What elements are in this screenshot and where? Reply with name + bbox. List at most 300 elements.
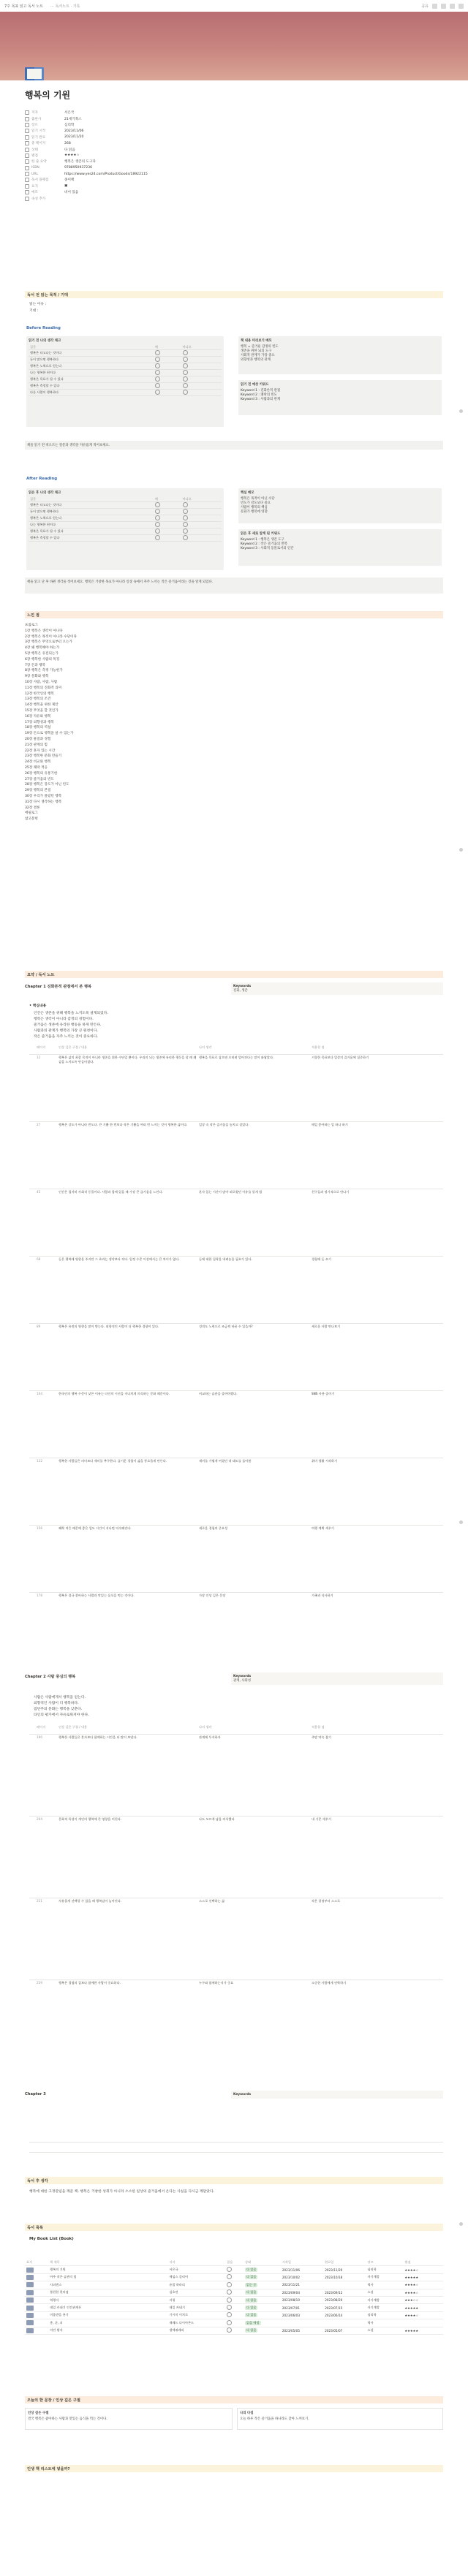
section-quotes: 오늘의 한 문장 / 인상 깊은 구절 <box>25 2396 443 2403</box>
book-title[interactable]: 어린 왕자 <box>50 2328 63 2333</box>
toc-item[interactable]: 10장 사람, 사람, 사람 <box>25 680 58 684</box>
header-cell: 나의 생각 <box>199 1725 212 1729</box>
apply-text[interactable]: 친구들과 정기적으로 만나기 <box>312 1190 350 1194</box>
chapter-point[interactable]: 타인의 평가에서 자유로워져야 한다. <box>34 1713 89 1717</box>
checkbox-icon[interactable] <box>183 529 188 534</box>
toc-item[interactable]: 24장 비교와 행복 <box>25 760 51 765</box>
memo-line[interactable]: 행복은 목적이 아닌 수단 <box>241 497 275 501</box>
yes-cell[interactable] <box>154 357 181 363</box>
yes-cell[interactable] <box>154 350 181 357</box>
chapter-point[interactable]: 즐거움은 생존에 유리한 행동을 하게 만든다. <box>34 1023 102 1027</box>
no-cell[interactable] <box>181 370 222 376</box>
yes-cell[interactable] <box>154 502 181 509</box>
toc-item[interactable]: 30장 우리가 몰랐던 행복 <box>25 794 62 798</box>
book-title[interactable]: 총, 균, 쇠 <box>50 2320 63 2325</box>
checkbox-icon[interactable] <box>155 376 160 382</box>
book-cover-icon[interactable] <box>26 2306 34 2311</box>
status-badge: 다 읽음 <box>246 2306 257 2310</box>
toc-item[interactable]: 8장 행복은 측정 가능한가 <box>25 669 63 673</box>
status-cell <box>244 2290 281 2295</box>
toc-item[interactable]: 3장 행복은 무엇으로부터 오는가 <box>25 640 72 645</box>
property-row[interactable] <box>25 135 443 140</box>
quote-text[interactable]: 행복은 유전의 영향을 많이 받는다. 외향적인 사람이 더 행복한 경향이 있다. <box>58 1325 159 1328</box>
question-cell: 행복은 측정할 수 있다 <box>29 383 154 390</box>
checkbox-icon[interactable] <box>155 363 160 368</box>
checkbox-icon[interactable] <box>183 350 188 355</box>
chapter-point[interactable]: 인간은 생존을 위해 행복을 느끼도록 설계되었다. <box>34 1012 108 1015</box>
chapter-3-keywords <box>231 2091 443 2099</box>
toc-item[interactable]: 7장 돈과 행복 <box>25 663 46 667</box>
resolution-text[interactable]: 오늘 하루 작은 즐거움을 하나라도 찾아 느껴보기. <box>240 2417 309 2421</box>
memo-line[interactable]: Keyword 2 : 작은 즐거움의 반복 <box>241 542 287 546</box>
property-value[interactable]: 268 <box>64 141 71 145</box>
checkbox-icon[interactable] <box>183 522 188 527</box>
property-row[interactable] <box>25 146 443 152</box>
toc-item[interactable]: 31장 다시 생각하는 행복 <box>25 800 62 804</box>
chapter-point[interactable]: 작은 즐거움을 자주 느끼는 것이 중요하다. <box>34 1035 98 1039</box>
quote-text[interactable]: 한국인의 행복 수준이 낮은 이유는 타인의 시선을 지나치게 의식하는 문화 때문이다. <box>58 1392 170 1395</box>
property-row[interactable] <box>25 115 443 121</box>
property-row[interactable] <box>25 177 443 183</box>
checkbox-icon[interactable] <box>227 2274 232 2279</box>
chapter-2-title[interactable]: Chapter 2 사람 중심의 행복 <box>25 1675 76 1679</box>
checkbox-icon[interactable] <box>183 383 188 388</box>
chapter-point[interactable]: 집단주의 문화는 행복을 낮춘다. <box>34 1708 83 1711</box>
thought-text[interactable]: 돈에 대한 집착을 내려놓을 필요가 있다. <box>199 1257 252 1261</box>
thought-text[interactable]: 스스로 선택하는 삶 <box>199 1899 225 1903</box>
chapter-point[interactable]: 사람과의 관계가 행복의 가장 큰 원천이다. <box>34 1029 98 1033</box>
property-label: 저자 <box>31 111 38 115</box>
memo-line[interactable]: Keyword 1 : 진화론적 관점 <box>241 389 281 393</box>
book-row[interactable] <box>25 2319 443 2327</box>
star-icon[interactable] <box>450 4 455 9</box>
memo-line[interactable]: 생존을 위한 뇌의 도구 <box>241 349 272 353</box>
checkbox-icon[interactable] <box>155 509 160 514</box>
apply-text[interactable]: 여행 계획 세우기 <box>312 1526 334 1530</box>
memo-line[interactable]: Keyword 3 : 사회적 동물로서의 인간 <box>241 547 294 550</box>
checkbox-icon[interactable] <box>155 357 160 362</box>
property-value[interactable]: 21세기북스 <box>64 117 82 121</box>
checkbox-icon[interactable] <box>227 2267 232 2272</box>
read-cell[interactable] <box>225 2267 244 2273</box>
thought-text[interactable]: 혼자 있는 시간이 많아 외로웠던 이유를 알게 됨 <box>199 1190 263 1194</box>
checkbox-icon[interactable] <box>155 535 160 540</box>
quote-text[interactable]: 행복은 결국 좋아하는 사람과 맛있는 음식을 먹는 것이다. <box>58 1594 135 1597</box>
scroll-indicator[interactable] <box>459 2222 463 2226</box>
genre: 자기계발 <box>367 2275 380 2279</box>
toc-item[interactable]: 22장 혼자 있는 시간 <box>25 749 56 753</box>
breadcrumb[interactable]: 7주 목표 읽고 독서 노트 <box>4 4 44 9</box>
property-label: 출판사 <box>31 117 42 121</box>
checkbox-icon[interactable] <box>183 357 188 362</box>
book-icon[interactable] <box>25 66 44 82</box>
property-value[interactable]: 심리학 <box>64 123 75 127</box>
yes-cell[interactable] <box>154 522 181 529</box>
property-value[interactable]: 종이책 <box>64 178 75 183</box>
clock-icon[interactable] <box>441 4 446 9</box>
property-row[interactable] <box>25 195 443 201</box>
chapter-point[interactable]: 사람은 사람에게서 행복을 얻는다. <box>34 1696 86 1700</box>
yes-cell[interactable] <box>154 529 181 535</box>
checkbox-icon[interactable] <box>183 370 188 375</box>
toc-item[interactable]: 29장 행복의 본질 <box>25 789 51 793</box>
thought-text[interactable]: 관계에 투자하자 <box>199 1735 221 1739</box>
book-row[interactable] <box>25 2266 443 2273</box>
property-value[interactable]: 2023/11/20 <box>64 135 84 140</box>
quote-text[interactable]: 돈은 행복에 영향을 주지만 그 효과는 생각보다 작다. 일정 수준 이상에서는 큰 차이가 없다. <box>58 1257 180 1261</box>
no-cell[interactable] <box>181 529 222 535</box>
genre: 역사 <box>367 2282 374 2287</box>
quote-text[interactable]: 행복은 삶의 최종 목적이 아니라 생존을 위한 수단일 뿐이다. 우리의 뇌는 생존에 유리한 행동을 할 때 쾌감을 느끼도록 만들어졌다. <box>58 1056 197 1064</box>
book-cover-icon[interactable] <box>26 2275 34 2280</box>
toc-item[interactable]: 26장 행복의 유통기한 <box>25 771 58 776</box>
toc-item[interactable]: 16장 자유와 행복 <box>25 714 51 719</box>
no-cell[interactable] <box>181 522 222 529</box>
thought-text[interactable]: 비교하는 습관을 줄여야겠다. <box>199 1392 238 1395</box>
header-cell: 상태 <box>244 2259 252 2264</box>
toc-item[interactable]: 4장 왜 행복해야 하는가 <box>25 646 60 651</box>
header-cell: 시작일 <box>282 2259 291 2264</box>
memo-line[interactable]: 문화가 행복에 영향 <box>241 510 268 514</box>
toc-item[interactable]: 5장 행복은 유전되는가 <box>25 651 58 656</box>
property-row[interactable] <box>25 171 443 177</box>
yes-cell[interactable] <box>154 376 181 383</box>
quote-text[interactable]: 결국 행복은 좋아하는 사람과 맛있는 음식을 먹는 것이다. <box>28 2417 107 2421</box>
chapter-1-title[interactable]: Chapter 1 진화론적 관점에서 본 행복 <box>25 985 92 989</box>
property-row[interactable] <box>25 153 443 159</box>
read-cell[interactable] <box>225 2312 244 2318</box>
status-badge: 다 읽음 <box>246 2313 257 2317</box>
no-cell[interactable] <box>181 390 222 396</box>
checkbox-icon[interactable] <box>183 390 188 395</box>
checkbox-icon[interactable] <box>183 502 188 507</box>
property-value[interactable]: 9788950937236 <box>64 166 92 170</box>
property-value[interactable]: 비어 있음 <box>64 191 79 195</box>
book-title[interactable]: 미움받을 용기 <box>50 2313 69 2317</box>
toc-item[interactable]: 2장 행복은 목적이 아니라 수단이다 <box>25 634 77 639</box>
start-date: 2023/11/06 <box>282 2268 300 2272</box>
apply-text[interactable]: 주말 약속 잡기 <box>312 1735 331 1739</box>
property-row[interactable] <box>25 128 443 134</box>
book-title[interactable]: 역행자 <box>50 2297 59 2302</box>
quote-text[interactable]: 자유롭게 선택할 수 있을 때 행복감이 높아진다. <box>58 1899 122 1903</box>
property-icon <box>25 197 29 201</box>
no-cell[interactable] <box>181 383 222 390</box>
checkbox-icon[interactable] <box>155 502 160 507</box>
table-header-cell: 질문 <box>29 496 154 502</box>
toc-item[interactable]: 17장 외향성과 행복 <box>25 720 54 724</box>
page-title[interactable]: 행복의 기원 <box>25 90 71 100</box>
yes-cell[interactable] <box>154 535 181 542</box>
no-cell[interactable] <box>181 350 222 357</box>
toc-item[interactable]: 15장 무엇을 할 것인가 <box>25 708 58 713</box>
memo-line[interactable]: 외향성과 행복의 관계 <box>241 358 271 362</box>
cover-cell <box>25 2320 48 2325</box>
apply-text[interactable]: 취미 생활 시작하기 <box>312 1459 338 1463</box>
book-cover-icon[interactable] <box>26 2320 34 2325</box>
property-value[interactable]: ★★★★☆ <box>64 154 80 158</box>
book-title[interactable]: 데일 카네기 인간관계론 <box>50 2306 82 2310</box>
row-divider <box>29 1816 443 1817</box>
memo-line[interactable]: 사람이 행복의 핵심 <box>241 506 268 509</box>
property-row[interactable] <box>25 165 443 171</box>
toc-item[interactable]: 20장 물질과 경험 <box>25 737 51 741</box>
property-icon <box>25 117 29 121</box>
row-divider <box>29 1390 443 1391</box>
book-row[interactable] <box>25 2289 443 2297</box>
book-author: 서은국 <box>169 2268 178 2272</box>
memo-line[interactable]: 사회적 관계가 가장 중요 <box>241 354 275 357</box>
header-cell: 별점 <box>404 2259 411 2264</box>
toc-item[interactable]: 21장 관계의 힘 <box>25 743 48 747</box>
table-header-cell: 예 <box>154 496 181 502</box>
genre: 심리학 <box>367 2313 377 2317</box>
book-row[interactable] <box>25 2297 443 2304</box>
toc-item[interactable]: 에필로그 <box>25 811 38 816</box>
checkbox-icon[interactable] <box>155 383 160 388</box>
apply-text[interactable]: 작은 결정부터 스스로 <box>312 1899 341 1903</box>
after-check-callout <box>26 488 224 570</box>
after-note[interactable]: 책을 읽고 난 후 바뀐 생각을 적어보세요. 행복은 거창한 목표가 아니라 일상 속에서 자주 느끼는 작은 즐거움이라는 것을 알게 되었다. <box>25 577 443 594</box>
quote-text[interactable]: 행복한 사람들은 의미보다 재미를 추구한다. 즐거운 경험이 삶을 풍요롭게 만든다. <box>58 1459 167 1463</box>
read-cell[interactable] <box>225 2274 244 2280</box>
toc-item[interactable]: 19장 돈으로 행복을 살 수 있는가 <box>25 732 74 736</box>
memo-line[interactable]: 빈도가 강도보다 중요 <box>241 501 271 505</box>
apply-text[interactable]: SNS 사용 줄이기 <box>312 1392 335 1395</box>
chapter-point[interactable]: 행복은 생각이 아니라 감정의 경험이다. <box>34 1018 94 1021</box>
yes-cell[interactable] <box>154 363 181 370</box>
book-author: 기시미 이치로 <box>169 2313 189 2317</box>
property-name <box>25 184 64 189</box>
checkbox-icon[interactable] <box>183 376 188 382</box>
chapter-3-title[interactable]: Chapter 3 <box>25 2092 46 2096</box>
quote-text[interactable]: 쾌락 적응 때문에 좋은 일도 시간이 지나면 익숙해진다. <box>58 1526 132 1530</box>
end-date: 2023/10/18 <box>325 2275 343 2279</box>
book-cover-icon[interactable] <box>26 2282 34 2287</box>
checkbox-icon[interactable] <box>183 535 188 540</box>
checkbox-icon[interactable] <box>183 515 188 520</box>
property-row[interactable] <box>25 183 443 189</box>
rating: ★★★★★ <box>404 2328 419 2333</box>
toc-item[interactable]: 23장 행복한 문화 만들기 <box>25 754 62 759</box>
book-cover-icon[interactable] <box>26 2268 34 2273</box>
no-cell[interactable] <box>181 502 222 509</box>
genre: 소설 <box>367 2328 374 2333</box>
no-cell[interactable] <box>181 376 222 383</box>
thought-text[interactable]: 성격도 노력으로 조금씩 바꿀 수 있을까? <box>199 1325 253 1328</box>
quote-text[interactable]: 행복한 사람들은 혼자보다 함께하는 시간을 더 많이 보낸다. <box>58 1735 137 1739</box>
property-name <box>25 110 64 115</box>
start-date: 2023/08/10 <box>282 2298 300 2303</box>
yes-cell[interactable] <box>154 515 181 522</box>
memo-line[interactable]: Keyword 1 : 행복은 생존 도구 <box>241 538 284 542</box>
toc-item[interactable]: 프롤로그 <box>25 624 38 627</box>
toc-item[interactable]: 18장 행복의 역설 <box>25 726 51 730</box>
scroll-indicator[interactable] <box>459 1520 463 1524</box>
toc-item[interactable]: 1장 행복은 생각이 아니다 <box>25 629 63 633</box>
book-title[interactable]: 아주 작은 습관의 힘 <box>50 2275 77 2279</box>
quote-text[interactable]: 인간은 철저히 사회적 동물이다. 사람과 함께 있을 때 가장 큰 즐거움을 느낀다. <box>58 1190 163 1194</box>
scroll-indicator[interactable] <box>459 409 463 413</box>
thought-text[interactable]: 일상 속 작은 즐거움을 놓치고 살았다. <box>199 1123 249 1126</box>
thought-text[interactable]: 가장 인상 깊은 문장 <box>199 1594 226 1597</box>
toc-item[interactable]: 28장 행복은 강도가 아닌 빈도 <box>25 783 69 787</box>
checkbox-icon[interactable] <box>155 370 160 375</box>
read-cell[interactable] <box>225 2305 244 2311</box>
toc-item[interactable]: 참고문헌 <box>25 817 38 822</box>
book-row[interactable] <box>25 2281 443 2289</box>
purpose-reason[interactable]: 읽는 이유 : <box>29 303 47 306</box>
apply-text[interactable]: 소중한 사람에게 연락하기 <box>312 1981 347 1985</box>
checkbox-icon[interactable] <box>227 2312 232 2317</box>
book-row[interactable] <box>25 2312 443 2319</box>
cover-cell <box>25 2275 48 2280</box>
apply-text[interactable]: 경험에 돈 쓰기 <box>312 1257 331 1261</box>
checkbox-icon[interactable] <box>227 2297 232 2303</box>
start-date: 2023/10/02 <box>282 2275 300 2279</box>
status-cell <box>244 2306 281 2310</box>
book-title[interactable]: 불편한 편의점 <box>50 2290 69 2295</box>
checkbox-icon[interactable] <box>155 515 160 520</box>
property-row[interactable] <box>25 110 443 115</box>
property-name <box>25 178 64 182</box>
read-cell[interactable] <box>225 2289 244 2295</box>
book-row[interactable] <box>25 2274 443 2281</box>
checkbox-icon[interactable] <box>227 2320 232 2325</box>
property-icon <box>25 129 29 133</box>
book-cover-icon[interactable] <box>26 2328 34 2333</box>
no-cell[interactable] <box>181 535 222 542</box>
property-value[interactable]: https://www.yes24.com/Product/Goods/18922115 <box>64 172 148 176</box>
apply-text[interactable]: 내 기준 세우기 <box>312 1817 331 1821</box>
booklist-title[interactable]: My Book List (Book) <box>29 2237 74 2241</box>
comment-icon[interactable] <box>432 4 437 9</box>
table-row <box>29 370 222 376</box>
apply-text[interactable]: 새로운 사람 만나보기 <box>312 1325 341 1328</box>
chapter-point[interactable]: 외향적인 사람이 더 행복하다. <box>34 1702 79 1705</box>
toc-item[interactable]: 11장 행복의 진화적 의미 <box>25 686 62 690</box>
property-value[interactable]: 행복은 생존의 도구다 <box>64 160 96 164</box>
no-cell[interactable] <box>181 357 222 363</box>
checkbox-icon[interactable] <box>227 2327 232 2333</box>
quote-text[interactable]: 행복은 강도가 아니라 빈도다. 큰 기쁨 한 번보다 작은 기쁨을 여러 번 느끼는 것이 행복한 삶이다. <box>58 1123 188 1126</box>
before-note[interactable]: 책을 읽기 전 떠오르는 질문과 생각을 자유롭게 적어보세요. <box>25 441 443 450</box>
table-row <box>29 383 222 390</box>
checkbox-icon[interactable] <box>155 522 160 527</box>
yes-cell[interactable] <box>154 509 181 515</box>
question-cell: 행복은 노력으로 얻는다 <box>29 515 154 522</box>
yes-cell[interactable] <box>154 383 181 390</box>
thought-text[interactable]: 누구와 함께하는지가 중요 <box>199 1981 234 1985</box>
toc-item[interactable]: 14장 행복을 위한 제안 <box>25 703 58 708</box>
yes-cell[interactable] <box>154 370 181 376</box>
property-name <box>25 166 64 170</box>
property-label: 메모 <box>31 191 38 195</box>
checkbox-icon[interactable] <box>155 529 160 534</box>
property-row[interactable] <box>25 122 443 128</box>
reflection-text[interactable]: 행복에 대한 고정관념을 깨준 책. 행복은 거창한 성취가 아니라 소소한 일상의 즐거움에서 온다는 사실을 다시금 깨달았다. <box>29 2190 214 2194</box>
property-row[interactable] <box>25 159 443 164</box>
book-title[interactable]: 행복의 기원 <box>50 2268 66 2272</box>
quote-text[interactable]: 행복은 경험의 질보다 함께한 사람이 중요하다. <box>58 1981 121 1985</box>
toc-item[interactable]: 12장 한국인의 행복 <box>25 692 54 696</box>
book-row[interactable] <box>25 2304 443 2311</box>
checkbox-icon[interactable] <box>155 350 160 355</box>
toc-item[interactable]: 27장 즐거움의 빈도 <box>25 777 54 781</box>
checkbox-icon[interactable] <box>227 2282 232 2287</box>
property-value[interactable]: 서은국 <box>64 111 75 115</box>
property-icon <box>25 159 29 164</box>
no-cell[interactable] <box>181 509 222 515</box>
book-title[interactable]: 사피엔스 <box>50 2282 62 2287</box>
book-row[interactable] <box>25 2327 443 2335</box>
no-cell[interactable] <box>181 515 222 522</box>
toc-item[interactable]: 13장 행복의 조건 <box>25 697 51 702</box>
before-check-title: 읽기 전 나의 생각 체크 <box>29 339 61 343</box>
before-memo-title: 책 내용 미리보기 메모 <box>241 339 272 343</box>
read-cell[interactable] <box>225 2327 244 2333</box>
share-button[interactable]: 공유 <box>421 4 429 9</box>
apply-text[interactable]: 가족과 식사하기 <box>312 1594 333 1597</box>
quote-text[interactable]: 문화적 특성이 개인의 행복에 큰 영향을 미친다. <box>58 1817 122 1821</box>
memo-line[interactable]: Keyword 3 : 사람과의 관계 <box>241 398 281 401</box>
checkbox-icon[interactable] <box>155 390 160 395</box>
thought-text[interactable]: 재미를 가볍게 여겼던 내 태도를 돌아봄 <box>199 1459 252 1463</box>
more-icon[interactable] <box>458 4 464 9</box>
toc-item[interactable]: 9장 문화와 행복 <box>25 675 49 679</box>
memo-line[interactable]: Keyword 2 : 쾌락의 빈도 <box>241 393 277 397</box>
header-cell: 나의 생각 <box>199 1045 212 1049</box>
toc-item[interactable]: 32장 결론 <box>25 806 40 810</box>
checkbox-icon[interactable] <box>227 2305 232 2310</box>
cover-cell <box>25 2282 48 2287</box>
book-cover-icon[interactable] <box>26 2313 34 2318</box>
apply-text[interactable]: 매일 좋아하는 일 하나 하기 <box>312 1123 348 1126</box>
book-cover-icon[interactable] <box>26 2290 34 2295</box>
property-row[interactable] <box>25 189 443 195</box>
checkbox-icon[interactable] <box>227 2289 232 2295</box>
thought-text[interactable]: 새로운 경험의 중요성 <box>199 1526 228 1530</box>
purpose-expect[interactable]: 기대 : <box>29 309 39 313</box>
property-label: URL <box>31 172 39 176</box>
book-cover-icon[interactable] <box>26 2297 34 2303</box>
yes-cell[interactable] <box>154 390 181 396</box>
property-value[interactable]: 2023/11/06 <box>64 129 84 133</box>
section-review: 느낀 점 <box>25 611 443 618</box>
read-cell[interactable] <box>225 2282 244 2288</box>
property-name <box>25 129 64 133</box>
thought-text[interactable]: 행복을 목표로 삼으면 오히려 멀어진다는 말이 와닿았다. <box>199 1056 274 1059</box>
scroll-indicator[interactable] <box>459 848 463 852</box>
memo-line[interactable]: 행복 = 즐거운 감정의 빈도 <box>241 345 279 349</box>
property-row[interactable] <box>25 140 443 146</box>
thought-text[interactable]: 나도 모르게 남을 의식했다 <box>199 1817 235 1821</box>
read-cell[interactable] <box>225 2320 244 2326</box>
apply-text[interactable]: 거창한 목표보다 일상의 즐거움에 집중하기 <box>312 1056 369 1059</box>
toc-item[interactable]: 6장 행복한 사람의 특징 <box>25 657 60 662</box>
before-check-callout <box>26 336 224 427</box>
property-value[interactable]: ▣ <box>64 184 68 189</box>
checkbox-icon[interactable] <box>183 363 188 368</box>
no-cell[interactable] <box>181 363 222 370</box>
read-cell[interactable] <box>225 2297 244 2303</box>
breadcrumb-extra[interactable]: ⋯ 독서노트 · 기록 <box>50 4 80 9</box>
question-cell: 행복은 노력으로 얻는다 <box>29 363 154 370</box>
checkbox-icon[interactable] <box>183 509 188 514</box>
toc-item[interactable]: 25장 쾌락 적응 <box>25 765 48 770</box>
property-name <box>25 141 64 145</box>
property-value[interactable]: 다 읽음 <box>64 148 75 152</box>
